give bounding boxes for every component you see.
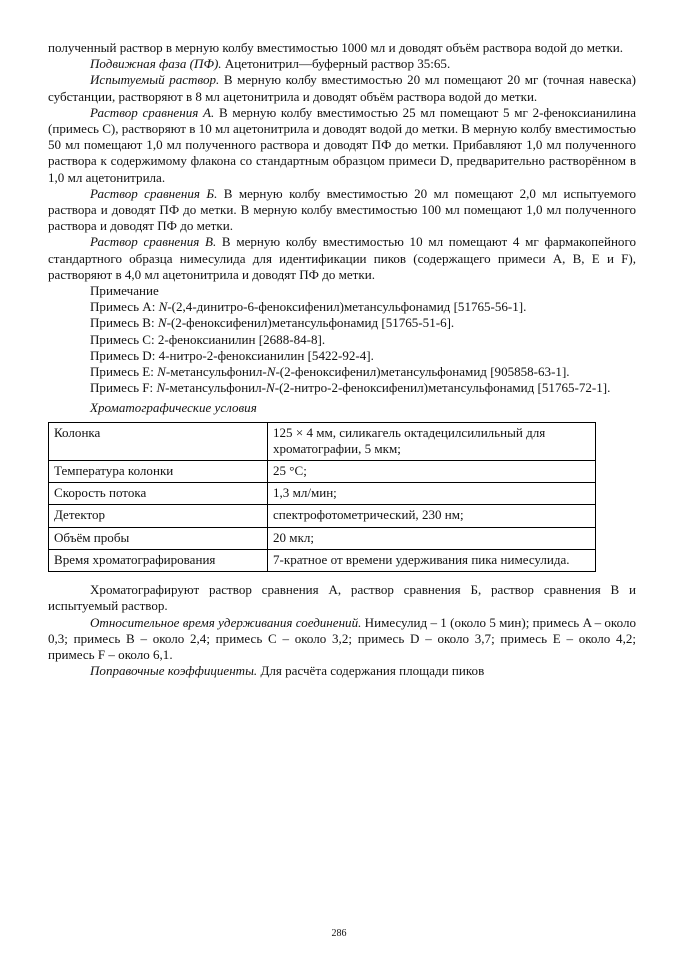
- table-cell-value: 125 × 4 мм, силикагель октадецилсилильный для хроматографии, 5 мкм;: [268, 422, 596, 460]
- paragraph-reference-v: [48, 234, 636, 283]
- table-row: [49, 527, 596, 549]
- conditions-caption-text: Хроматографические условия: [90, 400, 257, 416]
- table-cell-label: Объём пробы: [49, 527, 268, 549]
- table-row: [49, 461, 596, 483]
- reference-v-text: В мерную колбу вместимостью 10 мл помещают 4 мг фармакопейного стандартного образца нимесулида для идентификации пиков (содержащего примеси A, B, E и F), растворяют в 4,0 мл ацетонитрила и доводят ПФ до метки.: [48, 234, 636, 282]
- retention-text: Нимесулид – 1 (около 5 мин); примесь A – около 0,3; примесь B – около 2,4; примесь C – около 3,2; примесь D – около 3,7; примесь E – около 4,2; примесь F – около 6,1.: [48, 614, 636, 662]
- note-a-text: -(2,4-динитро-6-феноксифенил)метансульфонамид [51765-56-1].: [167, 299, 527, 315]
- reference-v-label: Раствор сравнения В.: [90, 234, 217, 250]
- table-row: [49, 483, 596, 505]
- test-solution-label: Испытуемый раствор.: [90, 72, 220, 88]
- note-e-n2: N: [266, 364, 276, 380]
- paragraph-reference-b: [48, 186, 636, 235]
- note-f-prefix: Примесь F:: [90, 380, 157, 396]
- note-f-text: -(2-нитро-2-феноксифенил)метансульфонамид [51765-72-1].: [274, 380, 611, 396]
- page-number: 286: [331, 928, 347, 939]
- table-cell-value: 25 °С;: [268, 461, 596, 483]
- table-row: [49, 549, 596, 571]
- note-e-mid: -метансульфонил-: [165, 364, 267, 380]
- note-b-prefix: Примесь B:: [90, 315, 158, 331]
- reference-a-text: В мерную колбу вместимостью 25 мл помещают 5 мг 2-феноксианилина (примесь С), растворяют в 10 мл ацетонитрила и доводят водой до метки. В мерную колбу вместимостью 50 мл помещают 1,0 мл полученного раствора и доводят ПФ до метки. Прибавляют 1,0 мл полученного раствора к содержимому флакона со стандартным образцом примеси D, предварительно растворённом в 1,0 мл ацетонитрила.: [48, 104, 637, 185]
- correction-label: Поправочные коэффициенты.: [90, 663, 258, 679]
- table-cell-label: Время хроматографирования: [49, 549, 268, 571]
- note-impurity-a: [48, 299, 636, 315]
- retention-label: Относительное время удерживания соединений.: [90, 614, 362, 630]
- note-f-mid: -метансульфонил-: [165, 380, 267, 396]
- note-impurity-f: [48, 380, 636, 396]
- paragraph-correction: [48, 663, 636, 679]
- note-b-text: -(2-феноксифенил)метансульфонамид [51765-51-6].: [166, 315, 455, 331]
- reference-a-label: Раствор сравнения А.: [90, 104, 215, 120]
- paragraph-chromatograph: Хроматографируют раствор сравнения А, раствор сравнения Б, раствор сравнения В и испытуемый раствор.: [48, 582, 636, 614]
- paragraph-reference-a: [48, 105, 636, 186]
- table-cell-label: Колонка: [49, 422, 268, 460]
- table-cell-value: 7-кратное от времени удерживания пика нимесулида.: [268, 549, 596, 571]
- note-impurity-c: Примесь C: 2-феноксианилин [2688-84-8].: [90, 331, 326, 347]
- reference-b-label: Раствор сравнения Б.: [90, 185, 218, 201]
- note-a-n: N: [158, 299, 168, 315]
- note-a-prefix: Примесь A:: [90, 299, 159, 315]
- table-cell-value: 1,3 мл/мин;: [268, 483, 596, 505]
- paragraph-mobile-phase: [48, 56, 636, 72]
- reference-b-text: В мерную колбу вместимостью 20 мл помещают 2,0 мл испытуемого раствора и доводят ПФ до метки. В мерную колбу вместимостью 100 мл помещают 1,0 мл полученного раствора и доводят ПФ до метки.: [48, 185, 636, 234]
- note-e-n1: N: [157, 364, 166, 380]
- note-heading: Примечание: [90, 283, 159, 299]
- note-impurity-e: [48, 364, 636, 380]
- conditions-table: [48, 422, 596, 572]
- table-cell-label: Температура колонки: [49, 461, 268, 483]
- test-solution-text: В мерную колбу вместимостью 20 мл помещают 20 мг (точная навеска) субстанции, растворяют в 8 мл ацетонитрила и доводят объём раствора водой до метки.: [48, 72, 636, 104]
- note-f-n2: N: [266, 380, 275, 396]
- table-row: [49, 422, 596, 460]
- correction-text: Для расчёта содержания площади пиков: [257, 663, 485, 679]
- note-e-text: -(2-феноксифенил)метансульфонамид [905858-63-1].: [275, 364, 570, 380]
- table-cell-value: спектрофотометрический, 230 нм;: [268, 505, 596, 527]
- table-cell-value: 20 мкл;: [268, 527, 596, 549]
- note-b-n: N: [157, 315, 167, 331]
- paragraph-intro: полученный раствор в мерную колбу вместимостью 1000 мл и доводят объём раствора водой до метки.: [48, 40, 624, 55]
- note-e-prefix: Примесь E:: [90, 364, 158, 380]
- note-impurity-b: [48, 315, 636, 331]
- paragraph-test-solution: [48, 72, 636, 104]
- table-row: [49, 505, 596, 527]
- mobile-phase-text: Ацетонитрил—буферный раствор 35:65.: [221, 56, 451, 72]
- paragraph-retention: [48, 615, 636, 664]
- table-cell-label: Скорость потока: [49, 483, 268, 505]
- mobile-phase-label: Подвижная фаза (ПФ).: [90, 56, 222, 72]
- table-cell-label: Детектор: [49, 505, 268, 527]
- note-f-n1: N: [156, 380, 166, 396]
- conditions-caption: [48, 400, 636, 416]
- note-impurity-d: Примесь D: 4-нитро-2-феноксианилин [5422-92-4].: [90, 347, 374, 363]
- document-body: [48, 40, 636, 679]
